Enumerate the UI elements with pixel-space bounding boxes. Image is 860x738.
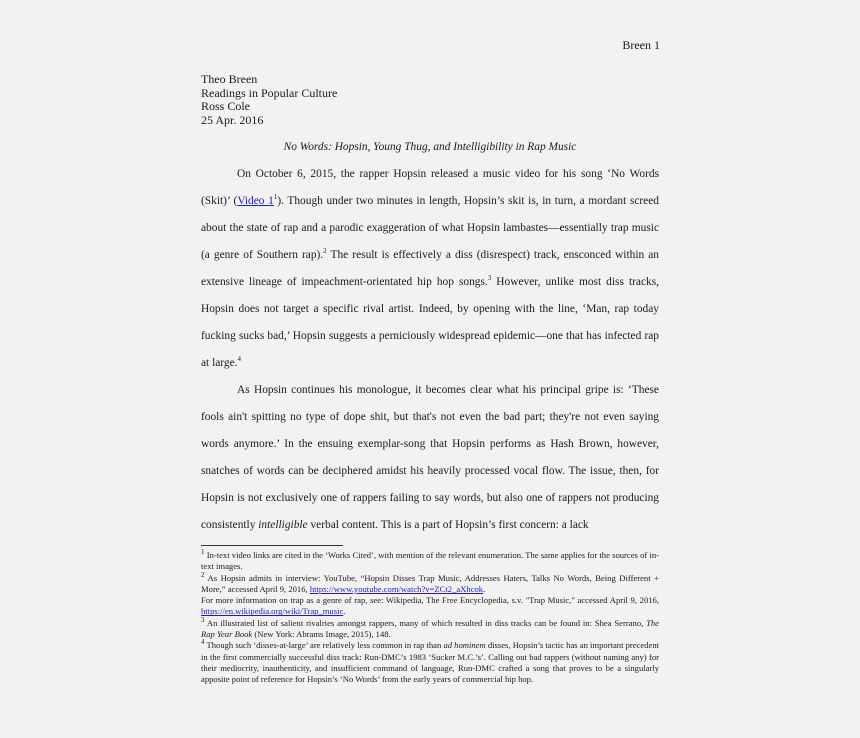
footnote-3-text: An illustrated list of salient rivalries amongst rappers, many of which resulted in diss tracks can be found in: Shea Serrano,: [204, 617, 647, 628]
wikipedia-link[interactable]: https://en.wikipedia.org/wiki/Trap_music: [201, 606, 344, 617]
footnote-ref-4: 4: [237, 355, 241, 364]
body-text: [201, 161, 659, 539]
footnote-2-end: .: [483, 583, 486, 594]
footnote-ref-3: 3: [487, 274, 492, 283]
p2-text-1: As Hopsin continues his monologue, it becomes clear what his principal gripe is: ‘These fools ain't spitting no type of dope shit, but that's not even the bad part; they're not even saying words anymore.’ In the ensuing exemplar-song that Hopsin performs as Hash Brown, however, snatches of words can be deciphered amidst his heavily processed vocal flow. The issue, then, for Hopsin is not exclusively one of rappers failing to say words, but also one of rappers not producing consistently: [201, 384, 659, 531]
video-1-link[interactable]: Video 1: [237, 195, 274, 207]
footnote-2-text: As Hopsin admits in interview: YouTube, “Hopsin Disses Trap Music, Addresses Haters, Talks No Words, Being Different + More,” accessed April 9, 2016,: [201, 572, 659, 594]
paper-date: 25 Apr. 2016: [201, 112, 264, 127]
p2-emphasis: intelligible: [258, 519, 308, 531]
instructor-name: Ross Cole: [201, 99, 251, 113]
p1-text-1: On October 6, 2015, the rapper Hopsin released a music video for his song ‘No Words (Skit)’ (: [201, 168, 659, 207]
p1-text-3: The result is effectively a diss (disrespect) track, ensconced within an extensive lineage of impeachment-orientated hip hop songs.: [201, 249, 659, 288]
footnote-1-text: In-text video links are cited in the ‘Works Cited’, with mention of the relevant enumeration. The same applies for the sources of in-text images.: [201, 550, 659, 572]
footnote-ref-1: 1: [273, 193, 278, 202]
paragraph-2: [201, 377, 659, 539]
footnote-4: [201, 640, 659, 685]
youtube-link[interactable]: https://www.youtube.com/watch?v=ZCt2_aXhcok: [309, 583, 484, 594]
footnote-ref-2: 2: [323, 247, 327, 256]
p1-text-4: However, unlike most diss tracks, Hopsin does not target a specific rival artist. Indeed, by opening with the line, ‘Man, rap today fucking sucks bad,’ Hopsin suggests a perniciously widespread epidemic—one that has infected rap at large.: [201, 276, 659, 369]
footnote-3-end: (New York: Abrams Image, 2015), 148.: [252, 629, 391, 640]
footnote-1-number: 1: [201, 548, 205, 557]
footnote-3-number: 3: [201, 615, 205, 624]
paragraph-1: [201, 161, 659, 377]
p2-text-2: verbal content. This is a part of Hopsin’s first concern: a lack: [307, 519, 589, 531]
footnote-3-book-title: The Rap Year Book: [201, 617, 659, 640]
footnote-2-number: 2: [201, 570, 205, 579]
footnote-2b-text: For more information on trap as a genre of rap, see: Wikipedia, The Free Encyclopedia, s.v. "Trap Music," accessed April 9, 2016,: [201, 595, 659, 606]
paper-title: No Words: Hopsin, Young Thug, and Intelligibility in Rap Music: [283, 141, 577, 153]
footnotes: [201, 550, 659, 686]
footnote-3: [201, 615, 659, 641]
footnote-2b-end: .: [343, 606, 346, 617]
footnote-4-end: disses, Hopsin’s tactic has an important precedent in the first commercially successful diss track: Run-DMC’s 1983 ‘Sucker M.C.’s’. Calling out bad rappers (without naming any) for their mediocrity, inauthenticity, and insufficient command of language, Run-DMC crafted a song that proves to be a singularly apposite point of reference for Hopsin’s ‘No Words’ from the early years of commercial hip hop.: [201, 640, 660, 685]
mla-heading: [201, 73, 337, 127]
running-head: Breen 1: [622, 38, 660, 52]
author-name: Theo Breen: [201, 72, 258, 86]
course-name: Readings in Popular Culture: [201, 85, 338, 100]
footnote-4-emphasis: ad hominem: [443, 640, 486, 651]
footnote-4-number: 4: [201, 638, 205, 647]
p1-text-2: ). Though under two minutes in length, Hopsin’s skit is, in turn, a mordant screed about the state of rap and a parodic exaggeration of what Hopsin lambastes—essentially trap music (a genre of Southern rap).: [201, 195, 659, 261]
footnote-2-continued: [201, 595, 659, 618]
footnote-divider: [201, 545, 343, 546]
footnote-4-text: Though such ‘disses-at-large’ are relatively less common in rap than: [204, 640, 444, 651]
footnote-1: [201, 550, 659, 573]
footnote-2: [201, 570, 659, 596]
